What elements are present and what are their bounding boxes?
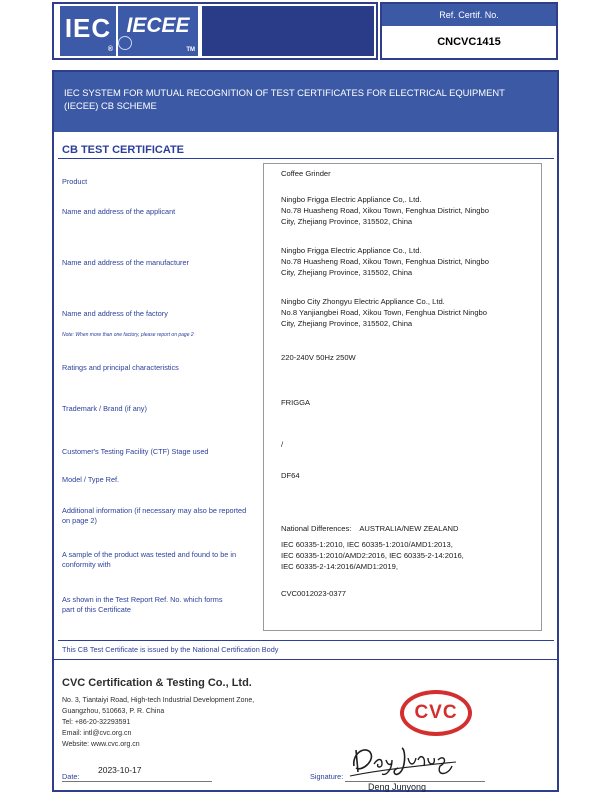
address-line: No. 3, Tiantaiyi Road, High-tech Industrial Development Zone, <box>62 697 255 704</box>
certificate-divider <box>58 640 554 641</box>
value-line: FRIGGA <box>281 398 311 407</box>
iec-logo <box>60 6 116 56</box>
value-manufacturer <box>281 245 536 278</box>
value-line: National Differences: AUSTRALIA/NEW ZEALAND <box>281 524 459 533</box>
scheme-banner <box>54 72 557 132</box>
address-line: Guangzhou, 510663, P. R. China <box>62 708 165 715</box>
ref-certificate-label: Ref. Certif. No. <box>382 4 556 26</box>
value-ratings <box>281 352 536 363</box>
value-line: IEC 60335-2-14:2016/AMD1:2019, <box>281 562 398 571</box>
label-trademark: Trademark / Brand (if any) <box>62 404 147 413</box>
date-label: Date: <box>62 772 80 781</box>
ref-certificate-number: CNCVC1415 <box>437 36 501 48</box>
iec-logo-text: IEC <box>64 13 112 43</box>
value-line: IEC 60335-1:2010, IEC 60335-1:2010/AMD1:2013, <box>281 540 453 549</box>
issuer-name: CVC Certification & Testing Co., Ltd. <box>62 677 252 689</box>
cvc-logo: CVC <box>400 690 472 736</box>
label-additional-info: Additional information (if necessary may also be reported on page 2) <box>62 506 247 525</box>
value-line: IEC 60335-1:2010/AMD2:2016, IEC 60335-2-14:2016, <box>281 551 464 560</box>
issuer-address <box>62 695 322 750</box>
value-line: City, Zhejiang Province, 315502, China <box>281 268 413 277</box>
issued-by-statement: This CB Test Certificate is issued by the National Certification Body <box>62 645 279 654</box>
signatory-name: Deng Junyong <box>368 782 427 792</box>
issuer-separator <box>54 659 557 660</box>
value-test-report <box>281 588 536 599</box>
label-ratings: Ratings and principal characteristics <box>62 363 179 372</box>
email-line: Email: intl@cvc.org.cn <box>62 730 132 737</box>
label-applicant: Name and address of the applicant <box>62 207 176 216</box>
value-product <box>281 168 536 179</box>
label-factory: Name and address of the factory <box>62 309 168 318</box>
value-line: No.78 Huasheng Road, Xikou Town, Fenghua District, Ningbo <box>281 206 489 215</box>
factory-note: Note: When more than one factory, please report on page 2 <box>62 332 194 338</box>
iecee-logo-text: IECEE <box>126 14 190 37</box>
title-divider <box>58 158 554 159</box>
value-conformity <box>281 539 536 572</box>
value-model <box>281 470 536 481</box>
value-ctf-stage <box>281 439 536 450</box>
signature-label: Signature: <box>310 772 344 781</box>
date-underline <box>62 781 212 782</box>
value-line: Coffee Grinder <box>281 169 331 178</box>
phone-line: Tel: +86-20-32293591 <box>62 719 131 726</box>
value-line: No.8 Yanjiangbei Road, Xikou Town, Fenghua District Ningbo <box>281 308 487 317</box>
label-product: Product <box>62 177 88 186</box>
label-model: Model / Type Ref. <box>62 475 120 484</box>
value-applicant <box>281 194 536 227</box>
value-factory <box>281 296 536 329</box>
label-conformity: A sample of the product was tested and found to be in conformity with <box>62 550 237 569</box>
banner-line-2: (IECEE) CB SCHEME <box>64 100 157 111</box>
date-value: 2023-10-17 <box>98 765 142 775</box>
value-line: Ningbo Frigga Electric Appliance Co,. Ltd. <box>281 195 422 204</box>
globe-icon <box>118 36 132 50</box>
value-line: Ningbo Frigga Electric Appliance Co., Ltd. <box>281 246 422 255</box>
iecee-logo <box>118 6 198 56</box>
value-line: No.78 Huasheng Road, Xikou Town, Fenghua District, Ningbo <box>281 257 489 266</box>
iec-logo-registered-mark: ® <box>107 46 114 53</box>
value-trademark <box>281 397 536 408</box>
label-test-report: As shown in the Test Report Ref. No. which forms part of this Certificate <box>62 595 223 614</box>
handwritten-signature <box>348 736 458 780</box>
value-line: DF64 <box>281 471 300 480</box>
value-line: CVC0012023-0377 <box>281 589 347 598</box>
value-line: City, Zhejiang Province, 315502, China <box>281 319 413 328</box>
value-line: / <box>281 440 284 449</box>
label-ctf-stage: Customer's Testing Facility (CTF) Stage used <box>62 447 209 456</box>
label-manufacturer: Name and address of the manufacturer <box>62 258 189 267</box>
value-line: 220-240V 50Hz 250W <box>281 353 356 362</box>
website-line: Website: www.cvc.org.cn <box>62 741 140 748</box>
certificate-title: CB TEST CERTIFICATE <box>62 144 185 156</box>
value-line: City, Zhejiang Province, 315502, China <box>281 217 413 226</box>
iecee-logo-trademark: TM <box>186 47 195 53</box>
logo-strip <box>202 6 374 56</box>
value-line: Ningbo City Zhongyu Electric Appliance Co., Ltd. <box>281 297 445 306</box>
banner-line-1: IEC SYSTEM FOR MUTUAL RECOGNITION OF TEST CERTIFICATES FOR ELECTRICAL EQUIPMENT <box>64 87 505 98</box>
